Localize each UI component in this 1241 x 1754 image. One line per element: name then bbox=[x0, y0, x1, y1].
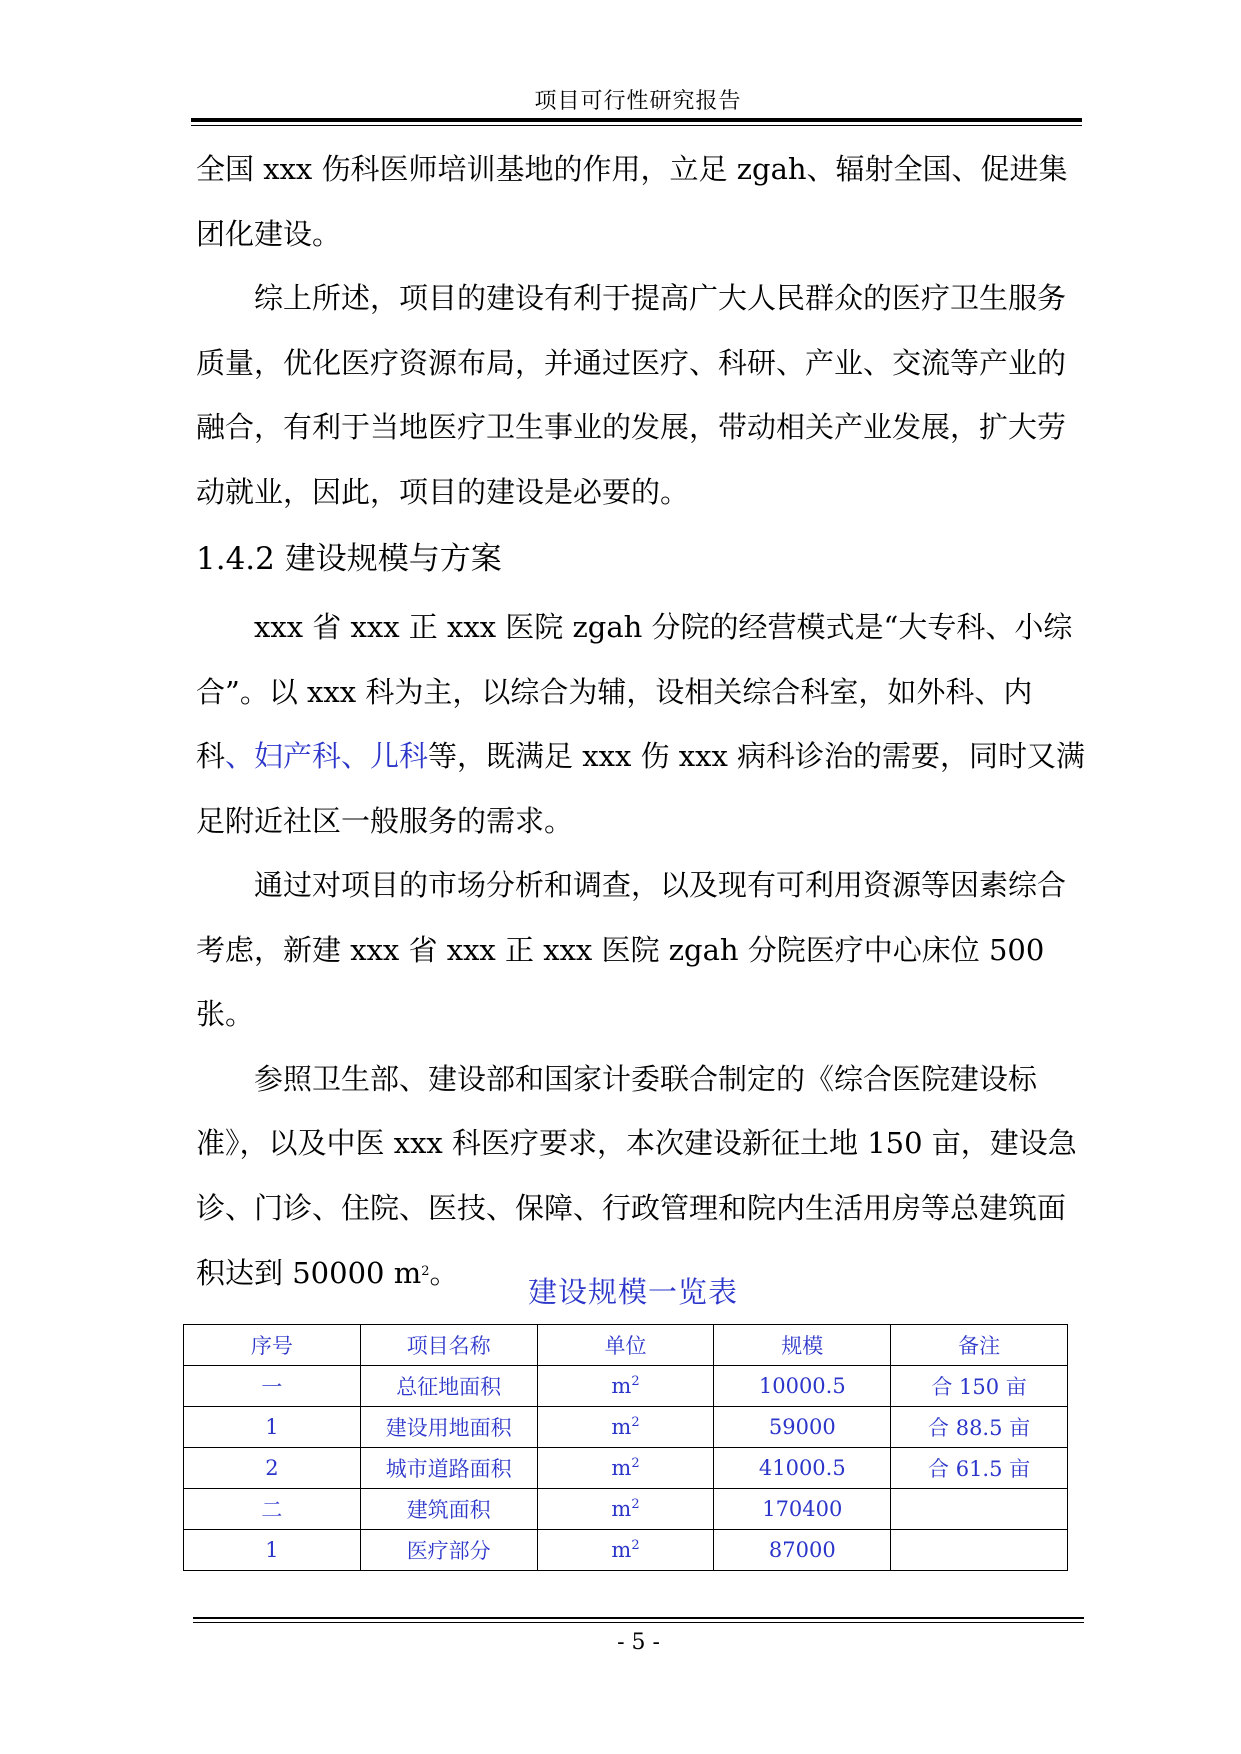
page-number: - 5 - bbox=[617, 1630, 660, 1655]
cell-name: 总征地面积 bbox=[360, 1366, 537, 1407]
body-text bbox=[196, 137, 1086, 1306]
page-header-title: 项目可行性研究报告 bbox=[534, 89, 742, 114]
section-heading: 1.4.2 建设规模与方案 bbox=[196, 541, 502, 577]
cell-unit: $m^2$ bbox=[537, 1489, 714, 1530]
business-model-text-1: xxx 省 xxx 正 xxx 医院 zgah 分院的经营模式是“大专科、小综合”。以 xxx 科为主，以综合为辅，设相关综合科室，如外科、内科 bbox=[196, 610, 1073, 773]
header-cell: 规模 bbox=[714, 1325, 891, 1366]
header-cell: 项目名称 bbox=[360, 1325, 537, 1366]
cell-unit: $m^2$ bbox=[537, 1366, 714, 1407]
cell-unit: $m^2$ bbox=[537, 1448, 714, 1489]
cell-unit: $m^2$ bbox=[537, 1530, 714, 1571]
standard-text: 参照卫生部、建设部和国家计委联合制定的《综合医院建设标准》，以及中医 xxx 科医疗要求，本次建设新征土地 150 亩，建设急诊、门诊、住院、医技、保障、行政管理和院内生活用房等总建筑面积达到 50000 m bbox=[196, 1061, 1077, 1290]
table-row bbox=[184, 1407, 1068, 1448]
table-row bbox=[184, 1448, 1068, 1489]
footer-rule-thin bbox=[193, 1622, 1084, 1623]
cell-no: 一 bbox=[184, 1366, 361, 1407]
cell-name: 建设用地面积 bbox=[360, 1407, 537, 1448]
table-title: 建设规模一览表 bbox=[527, 1275, 738, 1309]
cell-no: 1 bbox=[184, 1530, 361, 1571]
paragraph-standard bbox=[196, 1047, 1086, 1306]
paragraph-continuation: 全国 xxx 伤科医师培训基地的作用，立足 zgah、辐射全国、促进集团化建设。 bbox=[196, 152, 1068, 251]
header-cell: 单位 bbox=[537, 1325, 714, 1366]
cell-scale: 41000.5 bbox=[714, 1448, 891, 1489]
table-row bbox=[184, 1366, 1068, 1407]
cell-scale: 87000 bbox=[714, 1530, 891, 1571]
header-rule-thin bbox=[191, 125, 1082, 126]
cell-note bbox=[891, 1530, 1068, 1571]
cell-unit: $m^2$ bbox=[537, 1407, 714, 1448]
business-model-highlight: 、妇产科、儿科 bbox=[225, 739, 429, 773]
cell-name: 建筑面积 bbox=[360, 1489, 537, 1530]
cell-no: 2 bbox=[184, 1448, 361, 1489]
cell-scale: 59000 bbox=[714, 1407, 891, 1448]
construction-scale-table bbox=[183, 1324, 1068, 1571]
footer-rule-thick bbox=[193, 1617, 1084, 1619]
table-row bbox=[184, 1489, 1068, 1530]
cell-scale: 170400 bbox=[714, 1489, 891, 1530]
cell-note bbox=[891, 1489, 1068, 1530]
paragraph-business-model bbox=[196, 595, 1086, 853]
header-rule-thick bbox=[191, 118, 1082, 122]
cell-note: 合 61.5 亩 bbox=[891, 1448, 1068, 1489]
header-cell: 序号 bbox=[184, 1325, 361, 1366]
cell-name: 医疗部分 bbox=[360, 1530, 537, 1571]
table-row bbox=[184, 1530, 1068, 1571]
cell-note: 合 88.5 亩 bbox=[891, 1407, 1068, 1448]
cell-scale: 10000.5 bbox=[714, 1366, 891, 1407]
area-superscript: 2 bbox=[421, 1264, 430, 1279]
standard-text-end: 。 bbox=[429, 1256, 459, 1290]
header-cell: 备注 bbox=[891, 1325, 1068, 1366]
cell-note: 合 150 亩 bbox=[891, 1366, 1068, 1407]
paragraph-beds: 通过对项目的市场分析和调查，以及现有可利用资源等因素综合考虑，新建 xxx 省 xxx 正 xxx 医院 zgah 分院医疗中心床位 500 张。 bbox=[196, 868, 1067, 1031]
cell-no: 1 bbox=[184, 1407, 361, 1448]
table-header-row bbox=[184, 1325, 1068, 1366]
cell-no: 二 bbox=[184, 1489, 361, 1530]
cell-name: 城市道路面积 bbox=[360, 1448, 537, 1489]
business-model-text-2: 等，既满足 xxx 伤 xxx 病科诊治的需要，同时又满足附近社区一般服务的需求。 bbox=[196, 739, 1086, 838]
paragraph-summary: 综上所述，项目的建设有利于提高广大人民群众的医疗卫生服务质量，优化医疗资源布局，并通过医疗、科研、产业、交流等产业的融合，有利于当地医疗卫生事业的发展，带动相关产业发展，扩大劳动就业，因此，项目的建设是必要的。 bbox=[196, 281, 1067, 509]
